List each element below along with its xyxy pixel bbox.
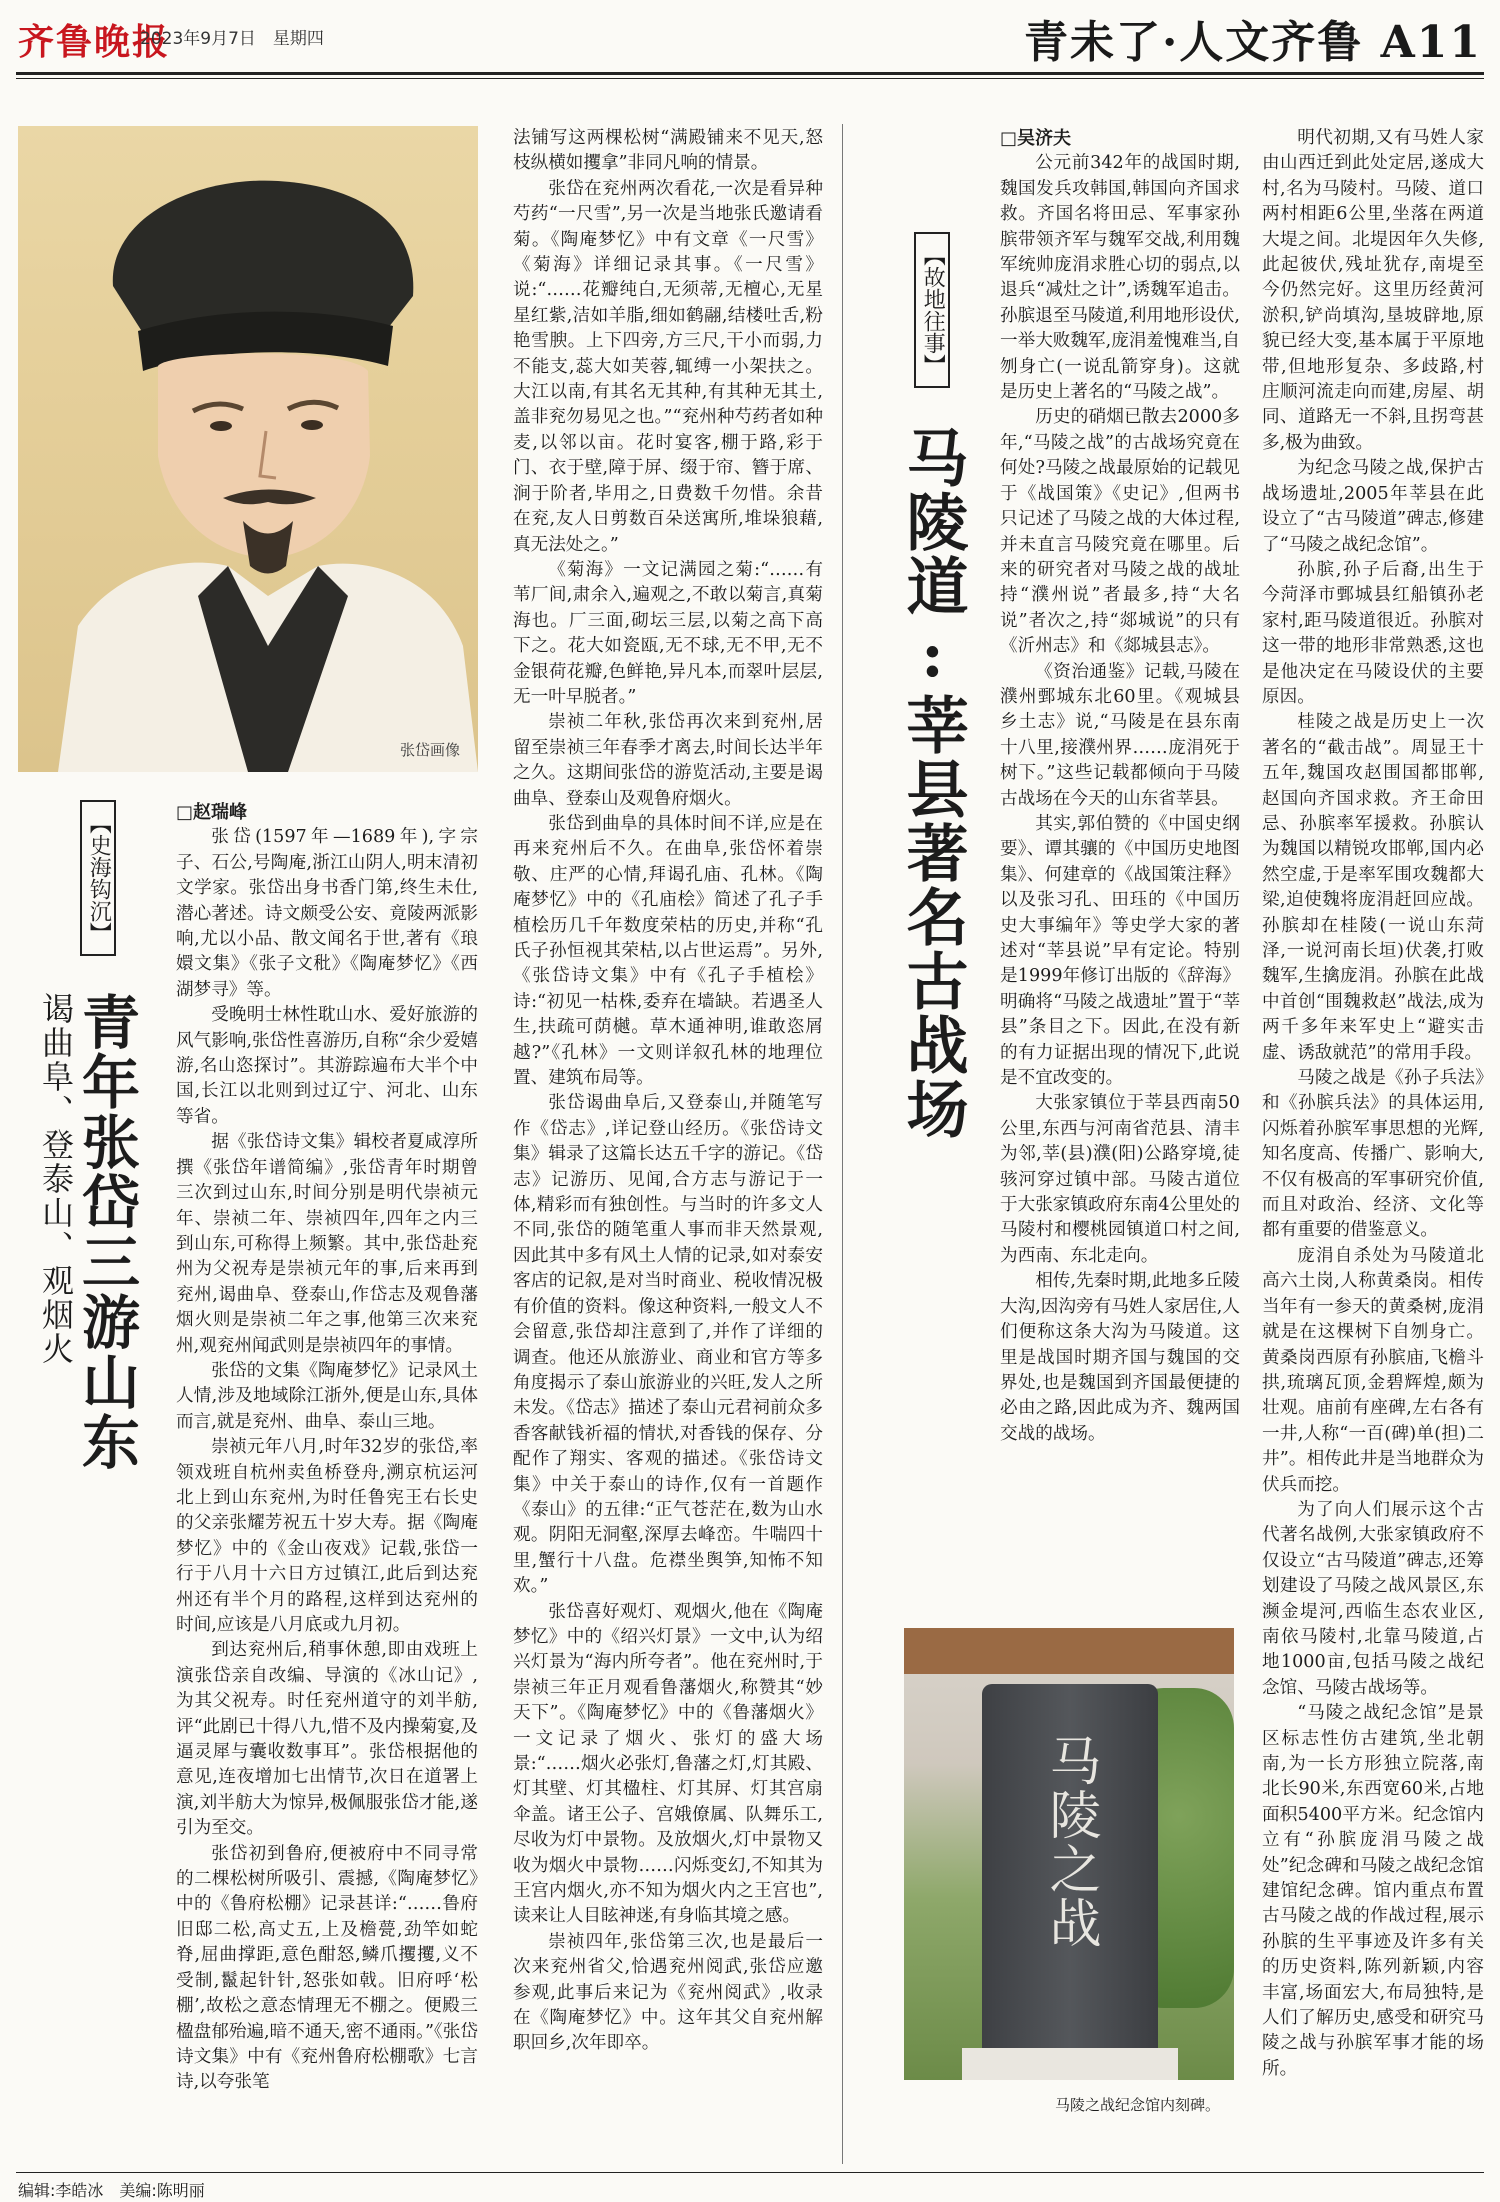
paragraph: 崇祯元年八月,时年32岁的张岱,率领戏班自杭州卖鱼桥登舟,溯京杭运河北上到山东兖州,为时任鲁宪王右长史的父亲张耀芳祝五十岁大寿。据《陶庵梦忆》中的《金山夜戏》记载,张岱一行于八月十六日方过镇江,此后到达兖州还有半个月的路程,这样到达兖州的时间,应该是八月底或九月初。 xyxy=(176,1437,478,1635)
stele-base xyxy=(962,2048,1178,2080)
section-tag-old-places: 【故地往事】 xyxy=(914,232,950,388)
newspaper-logo: 齐鲁晚报 xyxy=(18,21,171,63)
paragraph: 为了向人们展示这个古代著名战例,大张家镇政府不仅设立“古马陵道”碑志,还筹划建设了马陵之战风景区,东濒金堤河,西临生态农业区,南依马陵村,北靠马陵道,占地1000亩,包括马陵之战纪念馆、马陵古战场等。 xyxy=(1262,1499,1484,1698)
paragraph: 崇祯四年,张岱第三次,也是最后一次来兖州省父,恰遇兖州阅武,张岱应邀参观,此事后来记为《兖州阅武》,收录在《陶庵梦忆》中。这年其父自兖州解职回乡,次年即卒。 xyxy=(513,1931,823,2054)
paragraph: 公元前342年的战国时期,魏国发兵攻韩国,韩国向齐国求救。齐国名将田忌、军事家孙膑带领齐军与魏军交战,利用魏军统帅庞涓求胜心切的弱点,以退兵“减灶之计”,诱魏军追击。孙膑退至马陵道,利用地形设伏,一举大败魏军,庞涓羞愧难当,自刎身亡(一说乱箭穿身)。这就是历史上著名的“马陵之战”。 xyxy=(1000,153,1240,403)
paragraph: 为纪念马陵之战,保护古战场遗址,2005年莘县在此设立了“古马陵道”碑志,修建了“马陵之战纪念馆”。 xyxy=(1262,458,1484,555)
paragraph: 张岱谒曲阜后,又登泰山,并随笔写作《岱志》,详记登山经历。《张岱诗文集》辑录了这篇长达五千字的游记。《岱志》记游历、见闻,合方志与游记于一体,精彩而有独创性。与当时的许多文人不同,张岱的随笔重人事而非天然景观,因此其中多有风土人情的记录,如对泰安客店的记叙,是对当时商业、税收情况极有价值的资料。像这种资料,一般文人不会留意,张岱却注意到了,并作了详细的调查。他还从旅游业、商业和官方等多角度揭示了泰山旅游业的兴旺,发人之所未发。《岱志》描述了泰山元君祠前众多香客献钱祈福的情状,对香钱的保存、分配作了翔实、客观的描述。《张岱诗文集》中关于泰山的诗作,仅有一首题作《泰山》的五律:“正气苍茫在,数为山水观。阴阳无洞壑,深厚去峰峦。牛喘四十里,蟹行十八盘。危襟坐舆笋,知怖不知欢。” xyxy=(513,1093,823,1597)
portrait-image xyxy=(18,126,478,772)
paragraph: 马陵之战是《孙子兵法》和《孙膑兵法》的具体运用,闪烁着孙膑军事思想的光辉,知名度高、传播广、影响大,不仅有极高的军事研究价值,而且对政治、经济、文化等都有重要的借鉴意义。 xyxy=(1262,1068,1484,1241)
stele-photo xyxy=(904,1628,1234,2080)
paragraph: 张岱喜好观灯、观烟火,他在《陶庵梦忆》中的《绍兴灯景》一文中,认为绍兴灯景为“海内所夸者”。他在兖州时,于崇祯三年正月观看鲁藩烟火,称赞其“妙天下”。《陶庵梦忆》中的《鲁藩烟火》一文记录了烟火、张灯的盛大场景:“……烟火必张灯,鲁藩之灯,灯其殿、灯其壁、灯其楹柱、灯其屏、灯其宫扇伞盖。诸王公子、宫娥僚属、队舞乐工,尽收为灯中景物。及放烟火,灯中景物又收为烟火中景物……闪烁变幻,不知其为王宫内烟火,亦不知为烟火内之王宫也”,读来让人目眩神迷,有身临其境之感。 xyxy=(513,1601,823,1927)
paragraph: 张岱(1597年—1689年),字宗子、石公,号陶庵,浙江山阴人,明末清初文学家。张岱出身书香门第,终生未仕,潜心著述。诗文颇受公安、竟陵两派影响,尤以小品、散文闻名于世,著有《琅嬛文集》《张子文秕》《陶庵梦忆》《西湖梦寻》等。 xyxy=(176,827,478,1000)
paragraph: 其实,郭伯赞的《中国史纲要》、谭其骧的《中国历史地图集》、何建章的《战国策注释》以及张习孔、田珏的《中国历史大事编年》等史学大家的著述对“莘县说”早有定论。特别是1999年修订出版的《辞海》明确将“马陵之战遗址”置于“莘县”条目之下。因此,在没有新的有力证据出现的情况下,此说是不宜改变的。 xyxy=(1000,813,1240,1089)
paragraph: 张岱初到鲁府,便被府中不同寻常的二棵松树所吸引、震撼,《陶庵梦忆》中的《鲁府松棚》记录甚详:“……鲁府旧邸二松,高丈五,上及檐甍,劲竿如蛇脊,屈曲撑距,意色酣怒,鳞爪攫攫,义不受制,鬣起针针,怒张如戟。旧府呼‘松棚’,故松之意态情理无不棚之。便殿三楹盘郁殆遍,暗不通天,密不通雨。”《张岱诗文集》中有《兖州鲁府松棚歌》七言诗,以夸张笔 xyxy=(176,1843,478,2093)
paragraph: 《资治通鉴》记载,马陵在濮州鄄城东北60里。《观城县乡土志》说,“马陵是在县东南十八里,接濮州界……庞涓死于树下。”这些记载都倾向于马陵古战场在今天的山东省莘县。 xyxy=(1000,661,1240,809)
editor-credits: 编辑:李皓冰 美编:陈明丽 xyxy=(18,2181,205,2200)
paragraph: 大张家镇位于莘县西南50公里,东西与河南省范县、清丰为邻,莘(县)濮(阳)公路穿境,徒骇河穿过镇中部。马陵古道位于大张家镇政府东南4公里处的马陵村和樱桃园镇道口村之间,为西南、东北走向。 xyxy=(1000,1093,1240,1266)
stele-inscription: 马陵之战 xyxy=(1040,1734,1100,1950)
section-tag-history: 【史海钩沉】 xyxy=(80,800,116,956)
page-section-title: 青未了·人文齐鲁 A11 xyxy=(1023,17,1482,68)
article-title-zhangdai: 青年张岱三游山东 xyxy=(72,992,140,1472)
paragraph: 崇祯二年秋,张岱再次来到兖州,居留至崇祯三年春季才离去,时间长达半年之久。这期间张岱的游览活动,主要是谒曲阜、登泰山及观鲁府烟火。 xyxy=(513,712,823,809)
paragraph: 相传,先秦时期,此地多丘陵大沟,因沟旁有马姓人家居住,人们便称这条大沟为马陵道。这里是战国时期齐国与魏国的交界处,也是魏国到齐国最便捷的必由之路,因此成为齐、魏两国交战的战场。 xyxy=(1000,1271,1240,1444)
paragraph: 明代初期,又有马姓人家由山西迁到此处定居,遂成大村,名为马陵村。马陵、道口两村相距6公里,坐落在两道大堤之间。北堤因年久失修,此起彼伏,残址犹存,南堤至今仍然完好。这里历经黄河淤积,铲尚填沟,垦坡辟地,原貌已经大变,基本属于平原地带,但地形复杂、多歧路,村庄顺河流走向而建,房屋、胡同、道路无一不斜,且拐弯甚多,极为曲致。 xyxy=(1262,128,1484,453)
paragraph: 据《张岱诗文集》辑校者夏咸淳所撰《张岱年谱简编》,张岱青年时期曾三次到过山东,时间分别是明代崇祯元年、崇祯二年、崇祯四年,四年之内三到山东,可称得上频繁。其中,张岱赴兖州为父祝寿是崇祯元年的事,后来再到兖州,谒曲阜、登泰山,作岱志及观鲁藩烟火则是崇祯二年之事,他第三次来兖州,观兖州闻武则是崇祯四年的事情。 xyxy=(176,1132,478,1356)
paragraph: 受晚明士林性耽山水、爱好旅游的风气影响,张岱性喜游历,自称“余少爱嬉游,名山恣探讨”。其游踪遍布大半个中国,长江以北则到过辽宁、河北、山东等省。 xyxy=(176,1005,478,1127)
article-column-zhangdai-1 xyxy=(176,800,478,2170)
header-rule xyxy=(16,72,1484,75)
paragraph: 到达兖州后,稍事休憩,即由戏班上演张岱亲自改编、导演的《冰山记》,为其父祝寿。时任兖州道守的刘半舫,评“此剧已十得八九,惜不及内操菊宴,及逼灵犀与囊收数事耳”。张岱根据他的意见,连夜增加七出情节,次日在道署上演,刘半舫大为惊异,极佩服张岱才能,遂引为至交。 xyxy=(176,1640,478,1839)
article-column-zhangdai-2 xyxy=(513,126,823,2166)
paragraph: 庞涓自杀处为马陵道北高六土岗,人称黄桑岗。相传当年有一参天的黄桑树,庞涓就是在这棵树下自刎身亡。黄桑岗西原有孙膑庙,飞檐斗拱,琉璃瓦顶,金碧辉煌,颇为壮观。庙前有座碑,左右各有一井,人称“一百(碑)单(担)二井”。相传此井是当地群众为伏兵而挖。 xyxy=(1262,1245,1484,1495)
byline-wu: □吴济夫 xyxy=(1000,128,1072,149)
byline-zhao: □赵瑞峰 xyxy=(176,802,248,823)
footer-rule xyxy=(16,2172,1484,2173)
stele-stone xyxy=(982,1684,1158,2054)
issue-date: 2023年9月7日 星期四 xyxy=(140,29,324,49)
photo-caption: 马陵之战纪念馆内刻碑。 xyxy=(1055,2096,1221,2114)
paragraph: 历史的硝烟已散去2000多年,“马陵之战”的古战场究竟在何处?马陵之战最原始的记载见于《战国策》《史记》,但两书只记述了马陵之战的大体过程,并未直言马陵究竟在哪里。后来的研究者对马陵之战的战址持“濮州说”者最多,持“大名说”者次之,持“郯城说”的只有《沂州志》和《郯城县志》。 xyxy=(1000,407,1240,657)
article-subtitle-zhangdai: 谒曲阜、登泰山、观烟火 xyxy=(37,992,75,1366)
portrait-caption: 张岱画像 xyxy=(399,741,460,759)
article-title-maling: 马陵道:莘县著名古战场 xyxy=(896,426,969,1141)
paragraph: “马陵之战纪念馆”是景区标志性仿古建筑,坐北朝南,为一长方形独立院落,南北长90米,东西宽60米,占地面积5400平方米。纪念馆内立有“孙膑庞涓马陵之战处”纪念碑和马陵之战纪念馆建馆纪念碑。馆内重点布置古马陵之战的作战过程,展示孙膑的生平事迹及许多有关的历史资料,陈列新颖,内容丰富,场面宏大,布局独特,是人们了解历史,感受和研究马陵之战与孙膑军事才能的场所。 xyxy=(1262,1703,1484,2079)
paragraph: 张岱的文集《陶庵梦忆》记录风土人情,涉及地域除江浙外,便是山东,具体而言,就是兖州、曲阜、泰山三地。 xyxy=(176,1360,478,1432)
header-rule-thin xyxy=(16,78,1484,79)
article-divider xyxy=(842,124,843,2164)
paragraph: 《菊海》一文记满园之菊:“……有苇厂间,肃余入,遍观之,不敢以菊言,真菊海也。厂三面,砌坛三层,以菊之高下高下之。花大如瓷瓯,无不球,无不甲,无不金银荷花瓣,色鲜艳,异凡本,而翠叶层层,无一叶早脱者。” xyxy=(513,559,823,707)
portrait-drawing xyxy=(18,126,478,772)
paragraph: 法铺写这两棵松树“满殿铺来不见天,怒枝纵横如攫拿”非同凡响的情景。 xyxy=(513,128,823,174)
article-column-maling-2 xyxy=(1262,126,1484,2166)
paragraph: 桂陵之战是历史上一次著名的“截击战”。周显王十五年,魏国攻赵围国都邯郸,赵国向齐国求救。齐王命田忌、孙膑率军援救。孙膑认为魏国以精锐攻邯郸,国内必然空虚,于是率军围攻魏都大梁,迫使魏将庞涓赶回应战。孙膑却在桂陵(一说山东菏泽,一说河南长垣)伏袭,打败魏军,生擒庞涓。孙膑在此战中首创“围魏救赵”战法,成为两千多年来军史上“避实击虚、诱敌就范”的常用手段。 xyxy=(1262,712,1484,1063)
building-roof xyxy=(904,1628,1234,1674)
paragraph: 张岱到曲阜的具体时间不详,应是在再来兖州后不久。在曲阜,张岱怀着崇敬、庄严的心情,拜谒孔庙、孔林。《陶庵梦忆》中的《孔庙桧》简述了孔子手植桧历几千年数度荣枯的历史,并称“孔氏子孙恒视其荣枯,以占世运焉”。另外,《张岱诗文集》中有《孔子手植桧》诗:“初见一枯株,委弃在墙缺。若遇圣人生,扶疏可荫樾。草木通神明,谁敢恣屑越?”《孔林》一文则详叙孔林的地理位置、建筑布局等。 xyxy=(513,813,823,1089)
paragraph: 张岱在兖州两次看花,一次是看异种芍药“一尺雪”,另一次是当地张氏邀请看菊。《陶庵梦忆》中有文章《一尺雪》《菊海》详细记录其事。《一尺雪》说:“……花瓣纯白,无须蒂,无檀心,无星星红紫,洁如羊脂,细如鹤翮,结楼吐舌,粉艳雪腴。上下四旁,方三尺,干小而弱,力不能支,蕊大如芙蓉,辄缚一小架扶之。大江以南,有其名无其种,有其种无其土,盖非兖勿易见之也。”“兖州种芍药者如种麦,以邻以亩。花时宴客,棚于路,彩于门、衣于壁,障于屏、缀于帘、簪于席、涧于阶者,毕用之,日费数千勿惜。余昔在兖,友人日剪数百朵送寓所,堆垛狼藉,真无法处之。” xyxy=(513,178,823,555)
paragraph: 孙膑,孙子后裔,出生于今菏泽市鄄城县红船镇孙老家村,距马陵道很近。孙膑对这一带的地形非常熟悉,这也是他决定在马陵设伏的主要原因。 xyxy=(1262,559,1484,707)
article-column-maling-1 xyxy=(1000,126,1240,1596)
